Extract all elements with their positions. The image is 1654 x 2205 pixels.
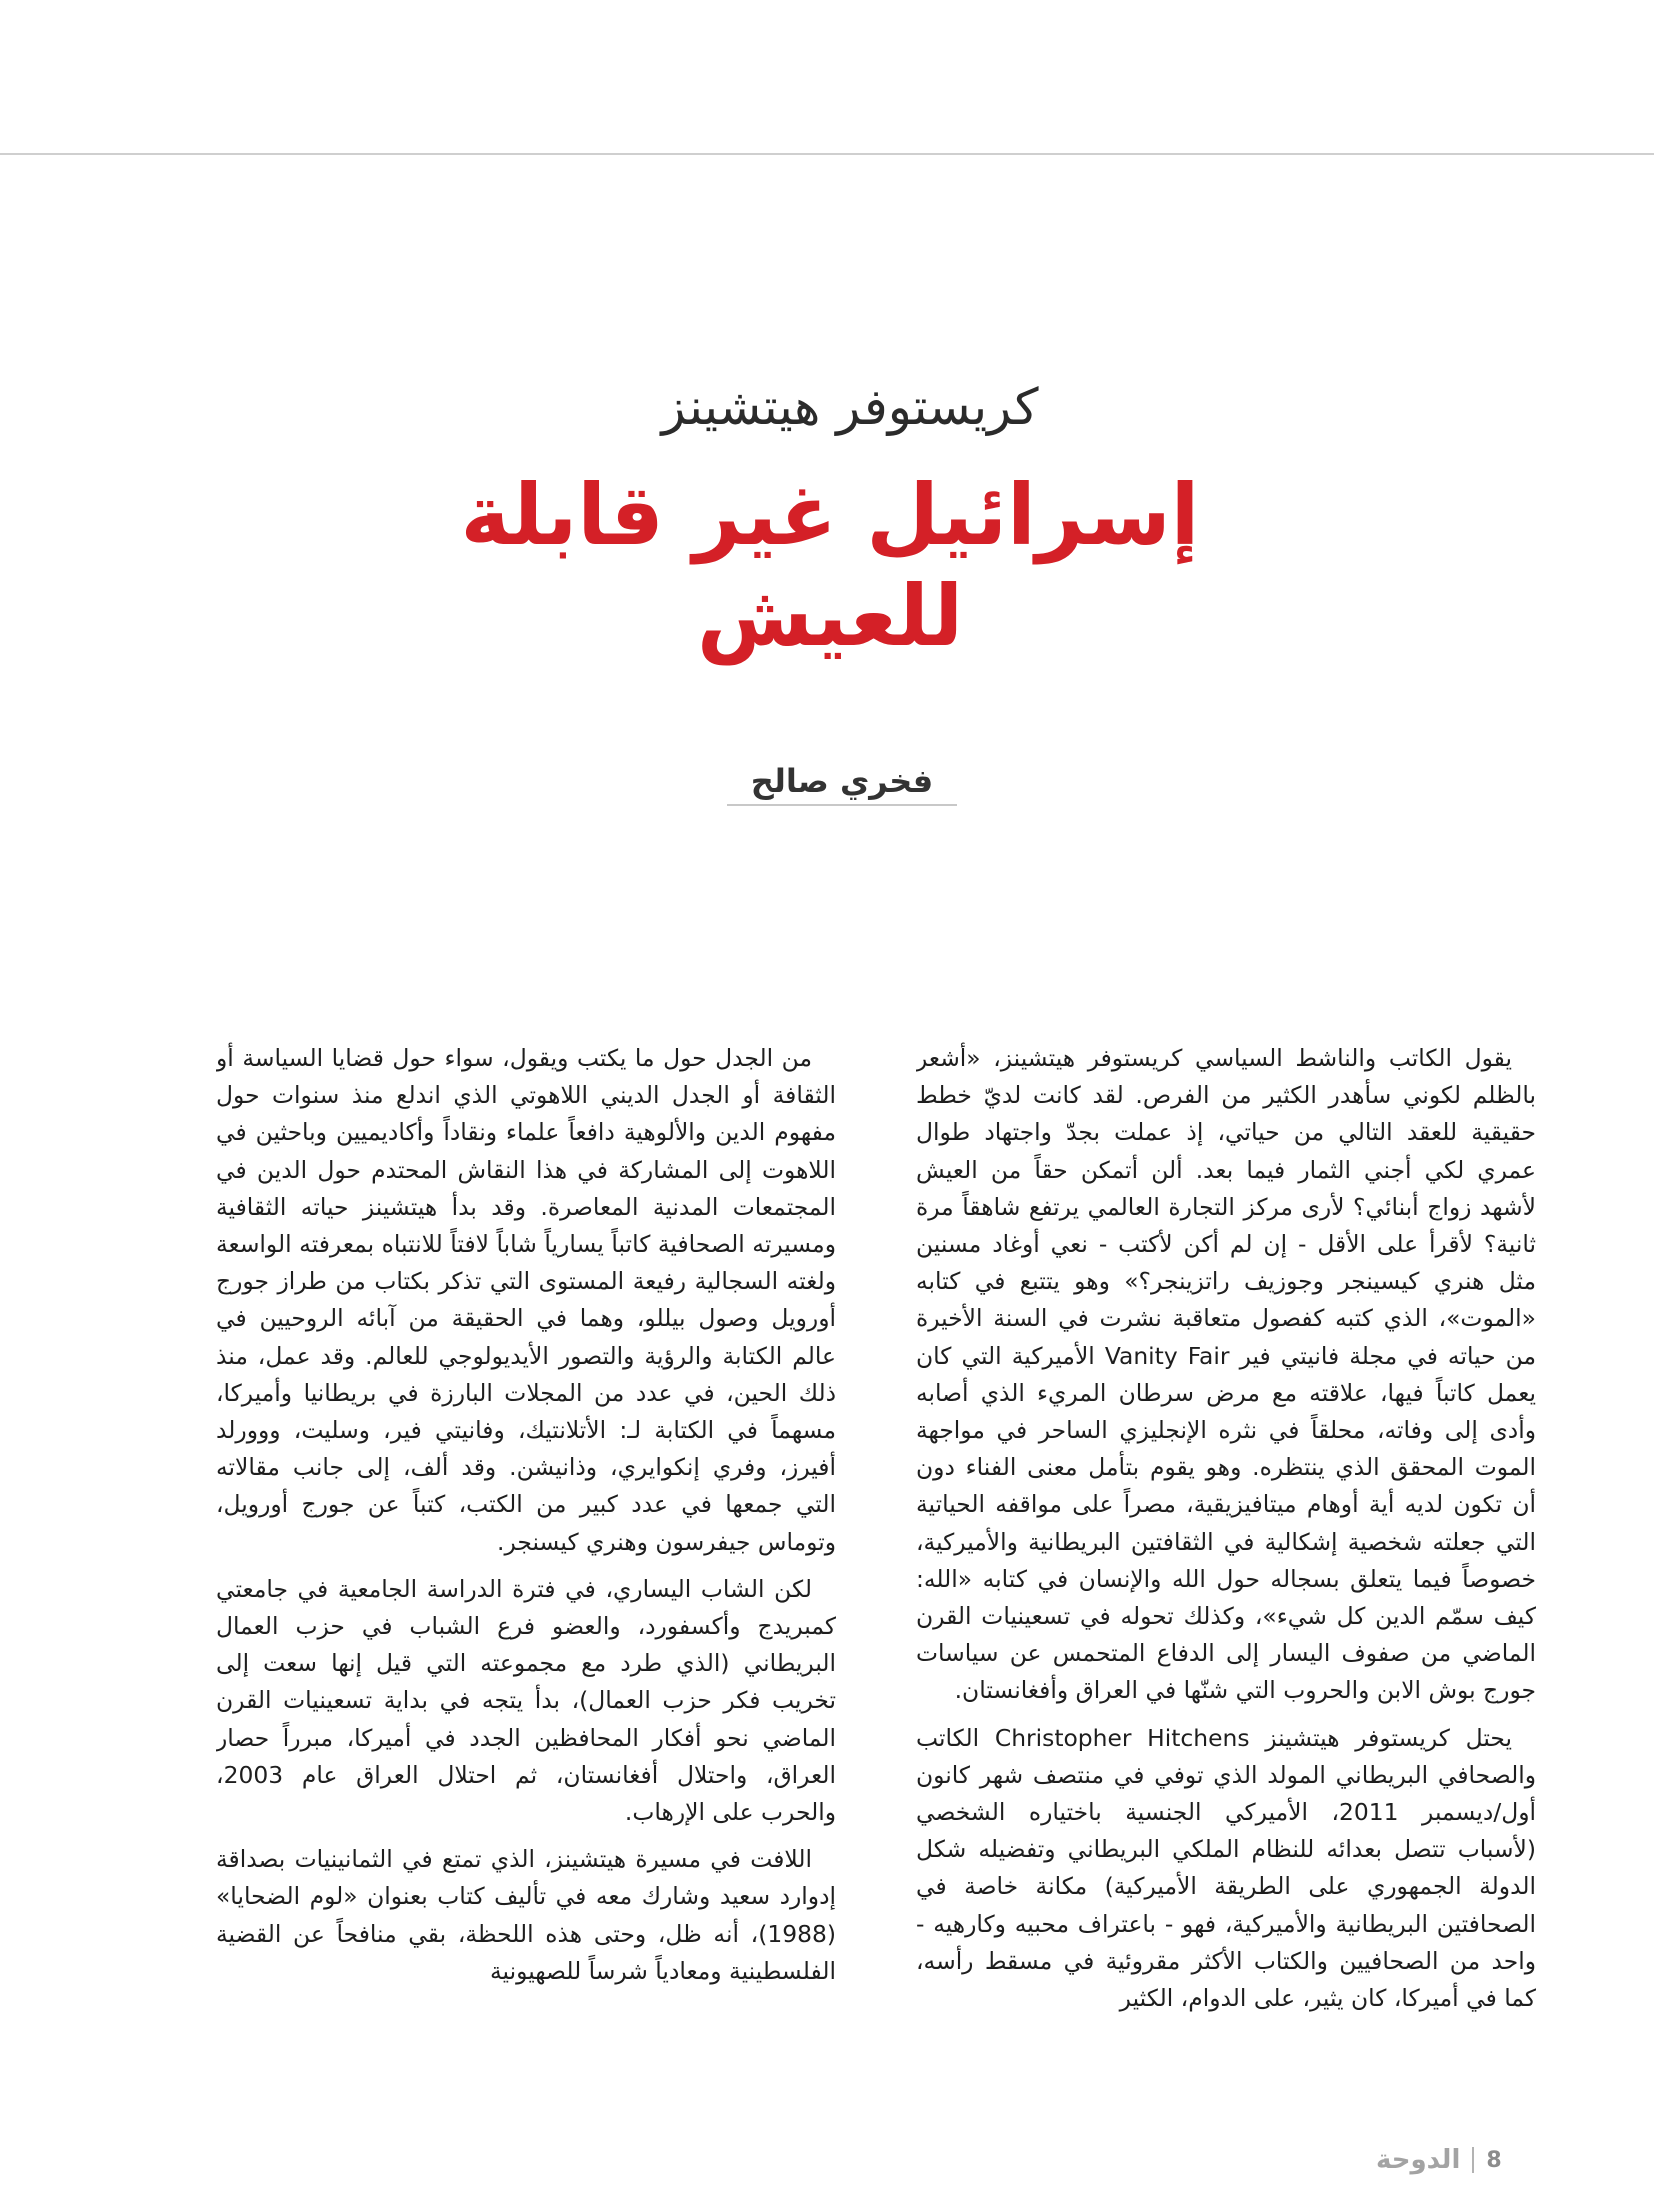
text-column-right [916, 1040, 1536, 2060]
magazine-logo: الدوحة [1376, 2145, 1461, 2175]
text-column-left [216, 1040, 836, 2060]
paragraph: يقول الكاتب والناشط السياسي كريستوفر هيتشينز، «أشعر بالظلم لكوني سأهدر الكثير من الفرص. لقد كانت لديّ خطط حقيقية للعقد التالي من حياتي، إذ عملت بجدّ واجتهاد طوال عمري لكي أجني الثمار فيما بعد. ألن أتمكن حقاً من العيش لأشهد زواج أبنائي؟ لأرى مركز التجارة العالمي يرتفع شاهقاً مرة ثانية؟ لأقرأ على الأقل - إن لم أكن لأكتب - نعي أوغاد مسنين مثل هنري كيسينجر وجوزيف راتزينجر؟» وهو يتتبع في كتابه «الموت»، الذي كتبه كفصول متعاقبة نشرت في السنة الأخيرة من حياته في مجلة فانيتي فير Vanity Fair الأميركية التي كان يعمل كاتباً فيها، علاقته مع مرض سرطان المريء الذي أصابه وأدى إلى وفاته، محلقاً في نثره الإنجليزي الساحر في مواجهة الموت المحقق الذي ينتظره. وهو يقوم بتأمل معنى الفناء دون أن تكون لديه أية أوهام ميتافيزيقية، مصراً على مواقفه الحياتية التي جعلته شخصية إشكالية في الثقافتين البريطانية والأميركية، خصوصاً فيما يتعلق بسجاله حول الله والإنسان في كتابه «الله: كيف سمّم الدين كل شيء»، وكذلك تحوله في تسعينيات القرن الماضي من صفوف اليسار إلى الدفاع المتحمس عن سياسات جورج بوش الابن والحروب التي شنّها في العراق وأفغانستان. [916, 1044, 1536, 1705]
paragraph: يحتل كريستوفر هيتشينز Christopher Hitchens الكاتب والصحافي البريطاني المولد الذي توفي في منتصف شهر كانون أول/ديسمبر 2011، الأميركي الجنسية باختياره الشخصي (لأسباب تتصل بعدائه للنظام الملكي البريطاني وتفضيله شكل الدولة الجمهوري على الطريقة الأميركية) مكانة خاصة في الصحافتين البريطانية والأميركية، فهو - باعتراف محبيه وكارهيه - واحد من الصحافيين والكتاب الأكثر مقروئية في مسقط رأسه، كما في أميركا، كان يثير، على الدوام، الكثير [916, 1723, 1536, 2013]
paragraph: من الجدل حول ما يكتب ويقول، سواء حول قضايا السياسة أو الثقافة أو الجدل الديني اللاهوتي الذي اندلع منذ سنوات حول مفهوم الدين والألوهية دافعاً علماء ونقاداً وأكاديميين وباحثين في اللاهوت إلى المشاركة في هذا النقاش المحتدم حول الدين في المجتمعات المدنية المعاصرة. وقد بدأ هيتشينز حياته الثقافية ومسيرته الصحافية كاتباً يسارياً شاباً لافتاً للانتباه بمعرفته الواسعة ولغته السجالية رفيعة المستوى التي تذكر بكتاب من طراز جورج أورويل وصول بيللو، وهما في الحقيقة من آبائه الروحيين في عالم الكتابة والرؤية والتصور الأيديولوجي للعالم. وقد عمل، منذ ذلك الحين، في عدد من المجلات البارزة في بريطانيا وأميركا، مسهماً في الكتابة لـ: الأتلانتيك، وفانيتي فير، وسليت، ووورلد أفيرز، وفري إنكوايري، وذانيشن. وقد ألف، إلى جانب مقالاته التي جمعها في عدد كبير من الكتب، كتباً عن جورج أورويل، وتوماس جيفرسون وهنري كيسنجر. [216, 1044, 836, 1556]
page-footer [1376, 2140, 1502, 2180]
article-title: إسرائيل غير قابلة للعيش [460, 466, 1200, 665]
paragraph: اللافت في مسيرة هيتشينز، الذي تمتع في الثمانينيات بصداقة إدوارد سعيد وشارك معه في تأليف كتاب بعنوان «لوم الضحايا» (1988)، أنه ظل، وحتى هذه اللحظة، بقي منافحاً عن القضية الفلسطينية ومعادياً شرساً للصهيونية [216, 1845, 836, 1985]
paragraph: لكن الشاب اليساري، في فترة الدراسة الجامعية في جامعتي كمبريدج وأكسفورد، والعضو فرع الشباب في حزب العمال البريطاني (الذي طرد مع مجموعته التي قيل إنها سعت إلى تخريب فكر حزب العمال)، بدأ يتجه في بداية تسعينيات القرن الماضي نحو أفكار المحافظين الجدد في أميركا، مبرراً حصار العراق، واحتلال أفغانستان، ثم احتلال العراق عام 2003، والحرب على الإرهاب. [216, 1574, 836, 1827]
article-author: كريستوفر هيتشينز [661, 378, 1039, 436]
top-divider [0, 153, 1654, 155]
page-number: 8 [1486, 2147, 1502, 2173]
footer-separator [1472, 2147, 1474, 2173]
article-byline: فخري صالح [727, 762, 957, 806]
